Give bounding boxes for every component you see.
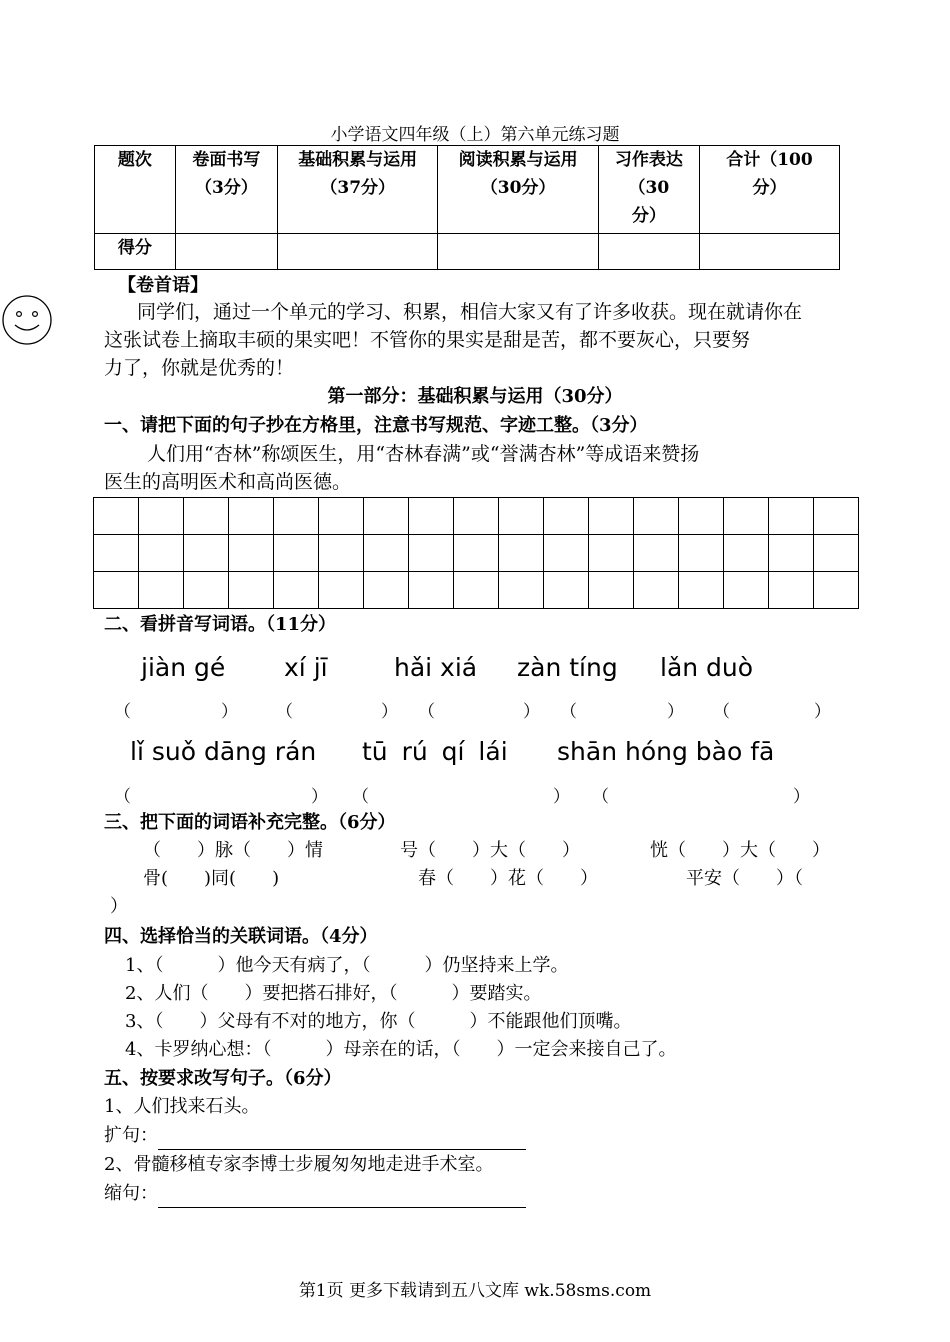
score-table xyxy=(94,145,840,270)
q3-item-6: 平安（ ）（ xyxy=(686,868,803,889)
q3-heading: 三、把下面的词语补充完整。（6分） xyxy=(104,812,396,833)
score-cell[interactable] xyxy=(278,234,438,270)
grid-cell[interactable] xyxy=(229,535,274,572)
score-header-text: 合计（100 xyxy=(726,150,813,170)
score-header-3 xyxy=(278,146,438,234)
score-header-text: （30 xyxy=(628,178,670,198)
score-header-text: （3分） xyxy=(194,178,258,198)
pinyin-6: lǐ suǒ dāng rán xyxy=(130,737,317,766)
grid-cell[interactable] xyxy=(724,535,769,572)
score-header-text: 阅读积累与运用 xyxy=(458,150,578,170)
q3-item-1: （ ）脉（ ）情 xyxy=(143,840,323,861)
grid-cell[interactable] xyxy=(274,535,319,572)
grid-cell[interactable] xyxy=(634,498,679,535)
grid-cell[interactable] xyxy=(589,572,634,609)
pinyin-3: hǎi xiá xyxy=(394,653,478,682)
score-header-1 xyxy=(95,146,176,234)
grid-cell[interactable] xyxy=(589,535,634,572)
page-title: 小学语文四年级（上）第六单元练习题 xyxy=(330,125,620,145)
grid-cell[interactable] xyxy=(724,498,769,535)
grid-cell[interactable] xyxy=(679,535,724,572)
score-header-text: 分） xyxy=(631,206,666,226)
q5-condense-line xyxy=(104,1180,526,1208)
q3-item-6-close: ） xyxy=(110,896,128,917)
grid-cell[interactable] xyxy=(229,572,274,609)
pinyin-2: xí jī xyxy=(284,653,328,682)
grid-cell[interactable] xyxy=(679,572,724,609)
grid-cell[interactable] xyxy=(634,572,679,609)
score-label: 得分 xyxy=(95,234,176,270)
score-cell[interactable] xyxy=(598,234,699,270)
grid-cell[interactable] xyxy=(319,535,364,572)
q4-item-4: 4、卡罗纳心想：（ ）母亲在的话，（ ）一定会来接自己了。 xyxy=(125,1039,677,1060)
expand-answer-line[interactable] xyxy=(158,1129,526,1150)
answer-blank-6[interactable]: （ ） xyxy=(114,787,328,807)
grid-cell[interactable] xyxy=(94,498,139,535)
score-cell[interactable] xyxy=(699,234,839,270)
grid-cell[interactable] xyxy=(499,572,544,609)
grid-cell[interactable] xyxy=(364,535,409,572)
condense-answer-line[interactable] xyxy=(158,1187,526,1208)
pinyin-8: shān hóng bào fā xyxy=(557,737,775,766)
score-header-6 xyxy=(699,146,839,234)
preface-line-1: 同学们，通过一个单元的学习、积累，相信大家又有了许多收获。现在就请你在 xyxy=(137,301,803,323)
answer-blank-1[interactable]: （ ） xyxy=(114,702,238,722)
score-header-text: 习作表达 xyxy=(614,150,683,170)
q5-expand-line xyxy=(104,1122,526,1150)
preface-line-2: 这张试卷上摘取丰硕的果实吧！不管你的果实是甜是苦，都不要灰心，只要努 xyxy=(104,329,751,351)
score-header-5 xyxy=(598,146,699,234)
answer-blank-5[interactable]: （ ） xyxy=(713,702,831,722)
grid-cell[interactable] xyxy=(274,572,319,609)
grid-cell[interactable] xyxy=(589,498,634,535)
grid-cell[interactable] xyxy=(544,535,589,572)
grid-cell[interactable] xyxy=(544,572,589,609)
answer-blank-8[interactable]: （ ） xyxy=(592,787,810,807)
grid-cell[interactable] xyxy=(454,535,499,572)
q4-item-2: 2、人们（ ）要把搭石排好，（ ）要踏实。 xyxy=(125,983,542,1004)
grid-cell[interactable] xyxy=(184,572,229,609)
grid-cell[interactable] xyxy=(814,535,859,572)
grid-row xyxy=(94,498,859,535)
grid-cell[interactable] xyxy=(139,498,184,535)
grid-cell[interactable] xyxy=(454,572,499,609)
score-header-text: 题次 xyxy=(117,150,152,170)
pinyin-4: zàn tíng xyxy=(517,653,618,682)
score-header-text: （30分） xyxy=(480,178,556,198)
grid-cell[interactable] xyxy=(454,498,499,535)
q1-heading: 一、请把下面的句子抄在方格里，注意书写规范、字迹工整。（3分） xyxy=(104,415,648,436)
grid-cell[interactable] xyxy=(814,572,859,609)
score-cell[interactable] xyxy=(175,234,277,270)
grid-cell[interactable] xyxy=(499,535,544,572)
grid-cell[interactable] xyxy=(139,535,184,572)
score-header-text: 基础积累与运用 xyxy=(298,150,418,170)
grid-cell[interactable] xyxy=(409,498,454,535)
grid-cell[interactable] xyxy=(94,535,139,572)
grid-cell[interactable] xyxy=(319,498,364,535)
q1-sentence-line-1: 人们用“杏林”称颂医生，用“杏林春满”或“誉满杏林”等成语来赞扬 xyxy=(147,443,700,465)
answer-blank-3[interactable]: （ ） xyxy=(418,702,540,722)
score-header-text: （37分） xyxy=(320,178,396,198)
grid-cell[interactable] xyxy=(499,498,544,535)
q1-sentence-line-2: 医生的高明医术和高尚医德。 xyxy=(104,471,352,493)
q5-expand-label: 扩句： xyxy=(104,1125,158,1146)
score-header-text: 卷面书写 xyxy=(192,150,261,170)
writing-grid xyxy=(93,497,859,609)
q4-item-1: 1、（ ）他今天有病了，（ ）仍坚持来上学。 xyxy=(125,955,569,976)
grid-cell[interactable] xyxy=(94,572,139,609)
grid-cell[interactable] xyxy=(724,572,769,609)
answer-blank-7[interactable]: （ ） xyxy=(352,787,570,807)
q3-item-5: 春（ ）花（ ） xyxy=(418,868,598,889)
score-header-2 xyxy=(175,146,277,234)
grid-cell[interactable] xyxy=(769,572,814,609)
grid-cell[interactable] xyxy=(184,498,229,535)
grid-cell[interactable] xyxy=(679,498,724,535)
q5-sentence-1: 1、人们找来石头。 xyxy=(104,1096,260,1117)
grid-cell[interactable] xyxy=(319,572,364,609)
answer-blank-4[interactable]: （ ） xyxy=(560,702,684,722)
q3-item-4: 骨( )同( ) xyxy=(143,868,280,889)
q5-sentence-2: 2、骨髓移植专家李博士步履匆匆地走进手术室。 xyxy=(104,1154,494,1175)
grid-cell[interactable] xyxy=(814,498,859,535)
pinyin-7: tū rú qí lái xyxy=(362,737,508,766)
grid-row xyxy=(94,572,859,609)
part1-heading: 第一部分：基础积累与运用（30分） xyxy=(327,386,623,407)
grid-cell[interactable] xyxy=(409,572,454,609)
page-footer: 第1页 更多下载请到五八文库 wk.58sms.com xyxy=(298,1281,652,1301)
q5-heading: 五、按要求改写句子。（6分） xyxy=(104,1068,342,1089)
q3-item-3: 恍（ ）大（ ） xyxy=(650,840,830,861)
grid-cell[interactable] xyxy=(229,498,274,535)
grid-row xyxy=(94,535,859,572)
pinyin-5: lǎn duò xyxy=(660,653,754,682)
answer-blank-2[interactable]: （ ） xyxy=(276,702,398,722)
grid-cell[interactable] xyxy=(634,535,679,572)
grid-cell[interactable] xyxy=(184,535,229,572)
q5-condense-label: 缩句： xyxy=(104,1183,158,1204)
q4-heading: 四、选择恰当的关联词语。（4分） xyxy=(104,926,378,947)
grid-cell[interactable] xyxy=(769,498,814,535)
score-header-4 xyxy=(438,146,598,234)
q3-item-2: 号（ ）大（ ） xyxy=(400,840,580,861)
grid-cell[interactable] xyxy=(364,498,409,535)
smiley-face-icon xyxy=(0,293,54,347)
grid-cell[interactable] xyxy=(139,572,184,609)
q4-item-3: 3、（ ）父母有不对的地方，你（ ）不能跟他们顶嘴。 xyxy=(125,1011,632,1032)
score-header-text: 分） xyxy=(752,178,787,198)
grid-cell[interactable] xyxy=(364,572,409,609)
grid-cell[interactable] xyxy=(544,498,589,535)
grid-cell[interactable] xyxy=(769,535,814,572)
pinyin-1: jiàn gé xyxy=(141,653,226,682)
q2-heading: 二、看拼音写词语。（11分） xyxy=(104,614,337,635)
preface-line-3: 力了，你就是优秀的！ xyxy=(104,357,295,379)
score-cell[interactable] xyxy=(438,234,598,270)
preface-heading: 【卷首语】 xyxy=(118,275,208,296)
grid-cell[interactable] xyxy=(274,498,319,535)
grid-cell[interactable] xyxy=(409,535,454,572)
